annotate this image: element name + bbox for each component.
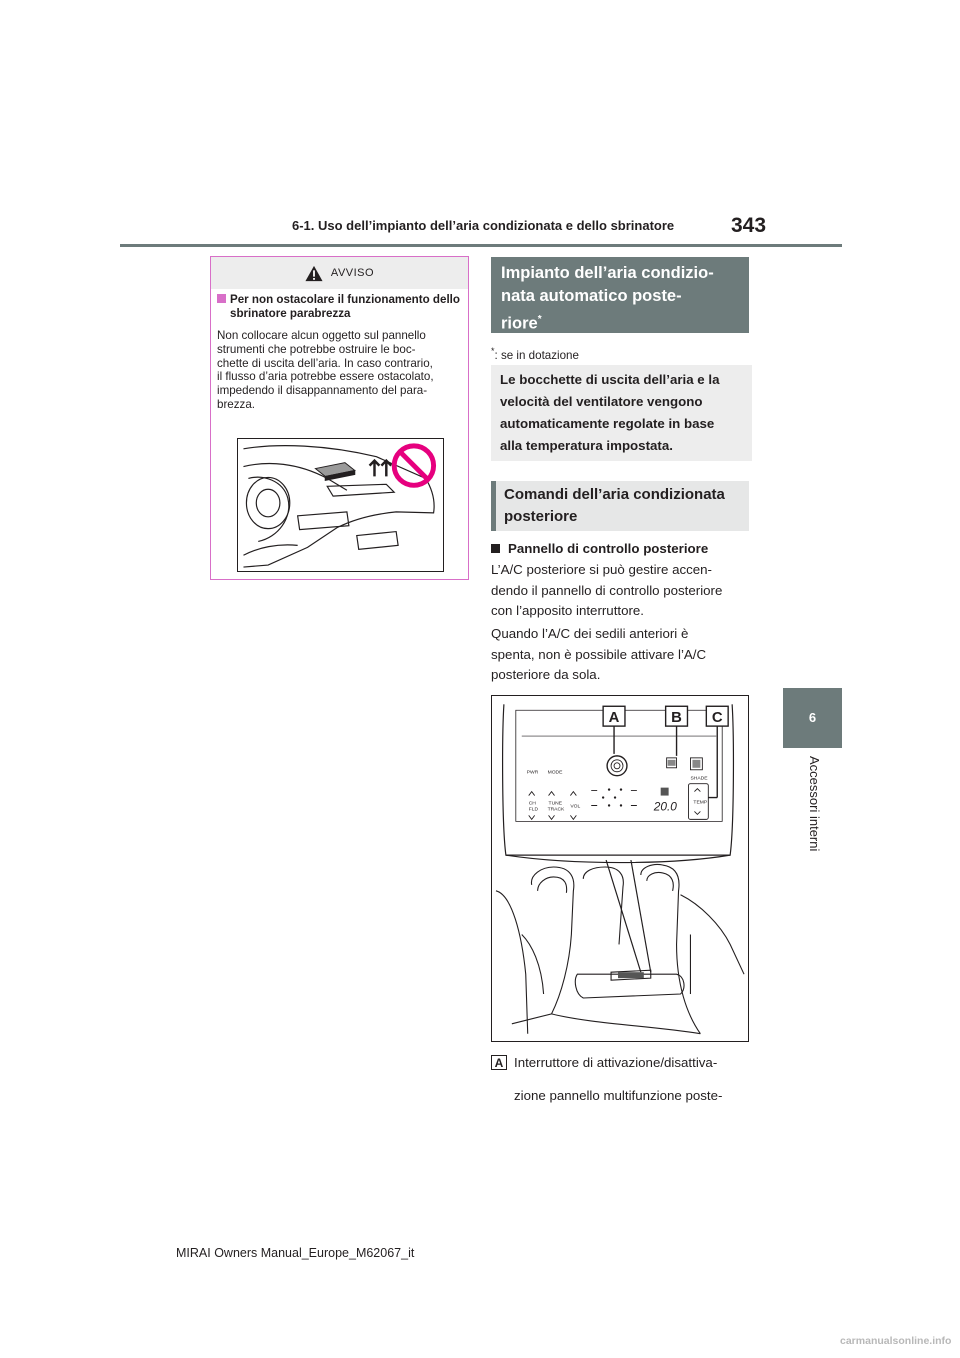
mode-label: MODE <box>547 770 563 776</box>
shade-label: SHADE <box>690 776 708 782</box>
warning-line: il flusso d’aria potrebbe essere ostacolato, <box>217 370 434 384</box>
warning-subheading: Per non ostacolare il funzionamento dello sbrinatore parabrezza <box>217 293 461 321</box>
item-a-text-line: Interruttore di attivazione/disattiva- <box>514 1055 718 1070</box>
pwr-label: PWR <box>526 770 539 776</box>
panel-paragraph-1: L’A/C posteriore si può gestire accen- dendo il pannello di controllo posteriore con l’apposito interruttore. <box>491 562 723 619</box>
ch-label: CH <box>528 801 536 807</box>
bullet-square-icon <box>217 294 226 303</box>
header-rule <box>120 244 842 247</box>
warning-line: strumenti che potrebbe ostruire le boc- <box>217 342 416 356</box>
warning-line: impedendo il disappannamento del para- <box>217 384 428 398</box>
tune-label: TUNE <box>548 801 563 807</box>
watermark: carmanualsonline.info <box>840 1335 952 1347</box>
panel-subheading: Pannello di controllo posteriore <box>491 541 708 556</box>
warning-box <box>210 256 469 580</box>
item-a-callout: A <box>491 1055 507 1070</box>
bullet-square-icon <box>491 544 500 553</box>
section-heading-rear-controls: Comandi dell’aria condizionata posteriore <box>491 481 749 531</box>
section-heading-rear-auto-ac: Impianto dell’aria condizio- nata automatico poste- riore* <box>491 257 749 333</box>
warning-line: chette di uscita dell’aria. In caso contrario, <box>217 356 433 370</box>
dashboard-illustration <box>237 438 444 572</box>
warning-heading: AVVISO <box>330 267 375 279</box>
vol-label: VOL <box>570 804 581 810</box>
footnote-marker: * <box>537 314 542 325</box>
callout-c: C <box>711 710 723 727</box>
warning-line: Non collocare alcun oggetto sul pannello <box>217 329 426 342</box>
warning-triangle-icon <box>305 265 323 282</box>
temp-label: TEMP <box>693 800 708 806</box>
fld-label: FLD <box>528 807 539 813</box>
warning-header <box>211 257 468 289</box>
temperature-value: 20.0 <box>653 799 677 814</box>
page-number: 343 <box>731 214 767 237</box>
track-label: TRACK <box>547 807 565 813</box>
chapter-tab-label: Accessori interni <box>807 756 822 852</box>
warning-body <box>217 329 463 412</box>
chapter-title: 6-1. Uso dell’impianto dell’aria condizionata e dello sbrinatore <box>292 218 675 233</box>
panel-paragraph-2: Quando l’A/C dei sedili anteriori è spenta, non è possibile attivare l’A/C posteriore da sola. <box>491 626 707 683</box>
chapter-tab: 6 <box>783 688 842 748</box>
item-a-text-line: zione pannello multifunzione poste- <box>514 1088 723 1103</box>
callout-a: A <box>608 710 620 727</box>
summary-box: Le bocchette di uscita dell’aria e la velocità del ventilatore vengono automaticamente regolate in base alla temperatura impostata. <box>491 365 752 461</box>
callout-b: B <box>671 710 682 727</box>
footnote: *: se in dotazione <box>491 346 579 362</box>
rear-control-panel-illustration <box>491 695 749 1042</box>
warning-line: brezza. <box>217 397 256 411</box>
footer: MIRAI Owners Manual_Europe_M62067_it <box>176 1246 415 1260</box>
